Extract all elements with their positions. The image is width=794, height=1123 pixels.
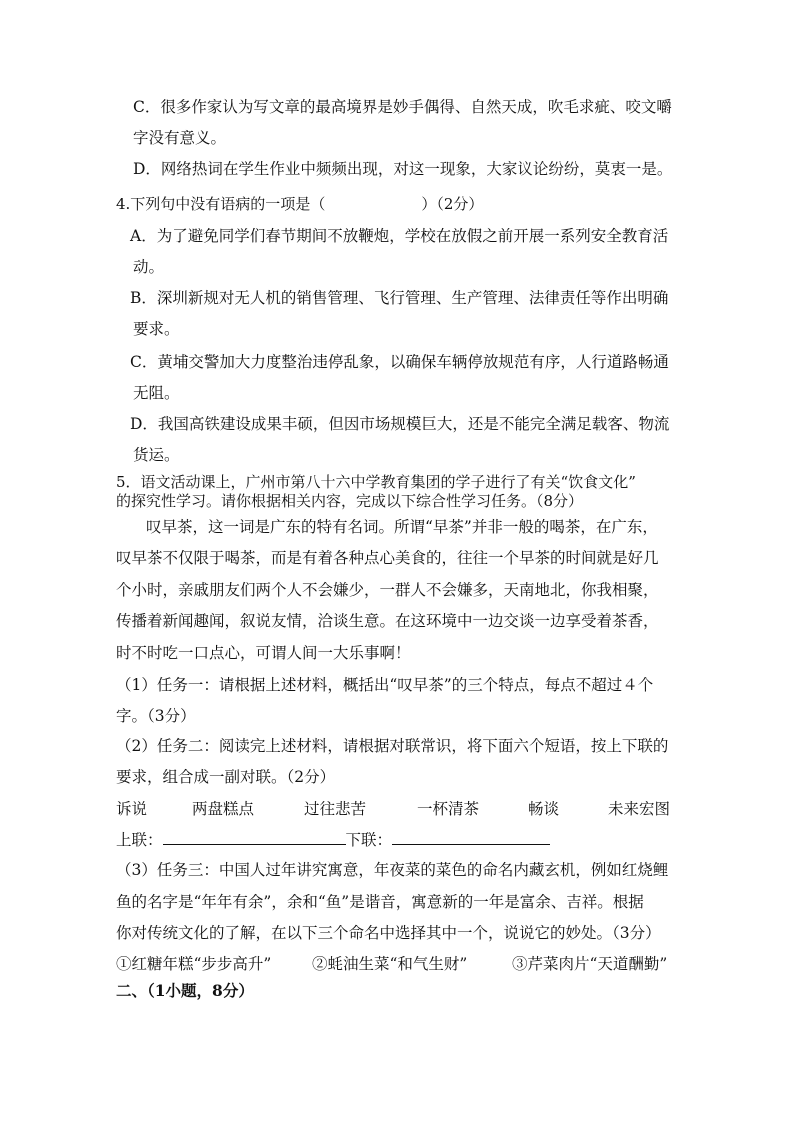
- phrase-item: 过往悲苦: [304, 800, 367, 818]
- q3-option-c-line2: 字没有意义。: [133, 129, 227, 147]
- task1-line2: 字。（3分）: [116, 707, 196, 725]
- q4-stem: 4.下列句中没有语病的一项是（ ）（2分）: [116, 195, 484, 213]
- passage-line5: 时不时吃一口点心，可谓人间一大乐事啊！: [116, 644, 411, 662]
- phrase-item: 一杯清茶: [417, 800, 480, 818]
- q4-option-b-line1: B．深圳新规对无人机的销售管理、飞行管理、生产管理、法律责任等作出明确: [130, 289, 669, 307]
- lower-couplet-label: 下联：: [345, 831, 393, 849]
- upper-couplet-blank[interactable]: [163, 829, 346, 845]
- task3-line3: 你对传统文化的了解，在以下三个命名中选择其中一个，说说它的妙处。（3分）: [116, 924, 661, 942]
- phrase-item: 两盘糕点: [192, 800, 255, 818]
- dish-option-3: ③芹菜肉片“天道酬勤”: [512, 955, 668, 973]
- dish-option-2: ②蚝油生菜“和气生财”: [312, 955, 468, 973]
- lower-couplet-blank[interactable]: [392, 829, 550, 845]
- phrase-item: 畅谈: [528, 800, 560, 818]
- task3-line2: 鱼的名字是“年年有余”，余和“鱼”是谐音，寓意新的一年是富余、吉祥。根据: [116, 893, 644, 911]
- passage-line3: 个小时，亲戚朋友们两个人不会嫌少，一群人不会嫌多，天南地北，你我相聚，: [116, 581, 659, 599]
- q4-option-c-line1: C．黄埔交警加大力度整治违停乱象，以确保车辆停放规范有序，人行道路畅通: [130, 353, 669, 371]
- dish-option-1: ①红糖年糕“步步高升”: [116, 955, 272, 973]
- q4-option-b-line2: 要求。: [133, 320, 180, 338]
- q4-option-d-line1: D．我国高铁建设成果丰硕，但因市场规模巨大，还是不能完全满足载客、物流: [130, 415, 670, 433]
- task1-line1: （1）任务一：请根据上述材料，概括出“叹早茶”的三个特点，每点不超过４个: [116, 676, 654, 694]
- couplet-answer-line: [116, 829, 550, 850]
- q4-option-d-line2: 货运。: [133, 446, 180, 464]
- q4-option-c-line2: 无阻。: [133, 384, 180, 402]
- task3-line1: （3）任务三：中国人过年讲究寓意，年夜菜的菜色的命名内藏玄机，例如红烧鲤: [116, 861, 669, 879]
- q4-option-a-line2: 动。: [133, 258, 165, 276]
- phrase-item: 诉说: [116, 800, 148, 818]
- task2-line1: （2）任务二：阅读完上述材料，请根据对联常识，将下面六个短语，按上下联的: [116, 737, 669, 755]
- task2-line2: 要求，组合成一副对联。（2分）: [116, 768, 336, 786]
- q4-option-a-line1: A．为了避免同学们春节期间不放鞭炮，学校在放假之前开展一系列安全教育活: [130, 227, 669, 245]
- section-two-heading: 二、（1小题，8分）: [116, 981, 254, 1000]
- passage-line4: 传播着新闻趣闻，叙说友情，洽谈生意。在这环境中一边交谈一边享受着茶香，: [116, 612, 659, 630]
- phrase-item: 未来宏图: [608, 800, 671, 818]
- upper-couplet-label: 上联：: [116, 831, 163, 849]
- q3-option-c-line1: C．很多作家认为写文章的最高境界是妙手偶得、自然天成，吹毛求疵、咬文嚼: [133, 98, 672, 116]
- q5-intro-line1: 5．语文活动课上，广州市第八十六中学教育集团的学子进行了有关“饮食文化”: [116, 473, 636, 491]
- q5-intro-line2: 的探究性学习。请你根据相关内容，完成以下综合性学习任务。（8分）: [116, 492, 584, 510]
- q3-option-d: D．网络热词在学生作业中频频出现，对这一现象，大家议论纷纷，莫衷一是。: [133, 160, 673, 178]
- passage-line1: 叹早茶，这一词是广东的特有名词。所谓“早茶”并非一般的喝茶，在广东，: [146, 518, 658, 536]
- passage-line2: 叹早茶不仅限于喝茶，而是有着各种点心美食的，往往一个早茶的时间就是好几: [116, 549, 659, 567]
